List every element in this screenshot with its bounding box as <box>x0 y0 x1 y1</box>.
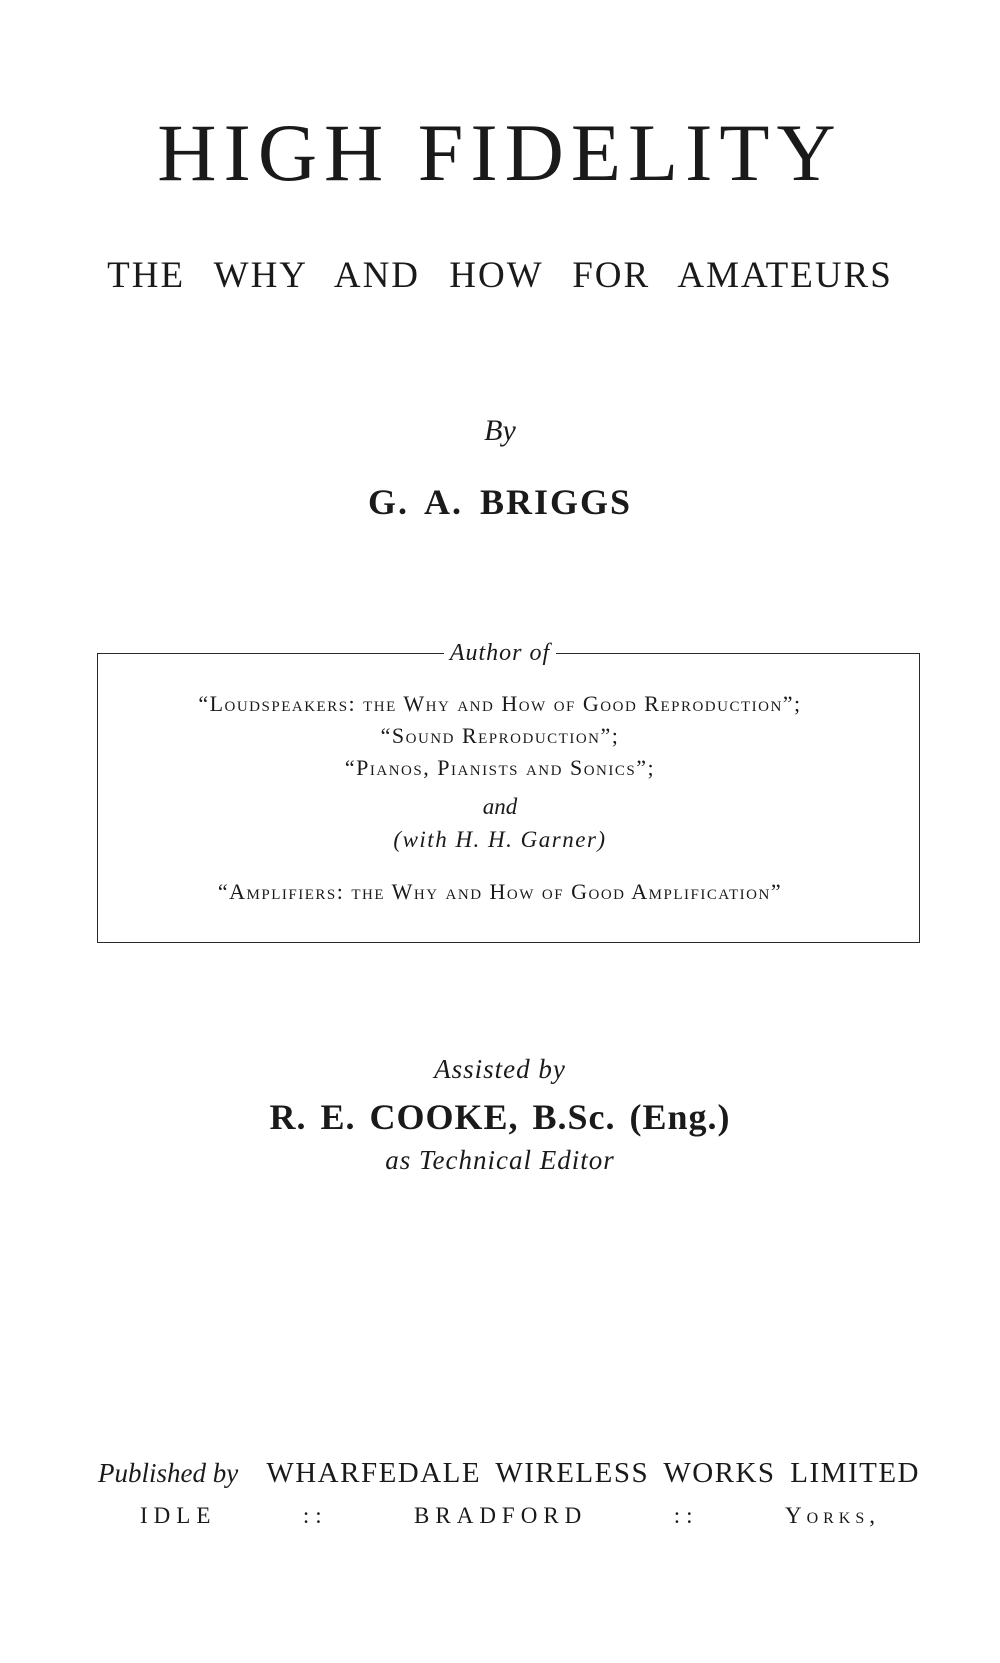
address-separator: :: <box>302 1503 328 1528</box>
other-works-caption: Author of <box>444 640 556 666</box>
work-title: “Loudspeakers: the Why and How of Good Reproduction”; <box>198 691 802 716</box>
address-county: Yorks, <box>784 1503 880 1528</box>
publisher-name: WHARFEDALE WIRELESS WORKS LIMITED <box>266 1457 920 1489</box>
work-title: “Pianos, Pianists and Sonics”; <box>344 755 656 780</box>
book-title: HIGH FIDELITY <box>157 107 843 198</box>
conjunction: and <box>482 794 518 819</box>
by-label: By <box>484 414 516 447</box>
address-place: IDLE <box>140 1503 217 1528</box>
assisted-by-label: Assisted by <box>434 1054 566 1084</box>
address-separator: :: <box>673 1503 699 1528</box>
joint-work-title: “Amplifiers: the Why and How of Good Amplification” <box>217 879 783 904</box>
work-title: “Sound Reproduction”; <box>380 723 620 748</box>
book-subtitle: THE WHY AND HOW FOR AMATEURS <box>107 255 893 296</box>
other-works-caption-wrap <box>0 641 1000 665</box>
technical-editor-name: R. E. COOKE, B.Sc. (Eng.) <box>269 1097 731 1137</box>
address-place: BRADFORD <box>414 1503 588 1528</box>
coauthor-note: (with H. H. Garner) <box>393 827 607 852</box>
technical-editor-role: as Technical Editor <box>385 1145 615 1175</box>
publisher-address <box>140 1504 880 1527</box>
published-by-label: Published by <box>98 1458 239 1488</box>
publisher-line <box>98 1459 920 1488</box>
author-name: G. A. BRIGGS <box>367 482 633 522</box>
